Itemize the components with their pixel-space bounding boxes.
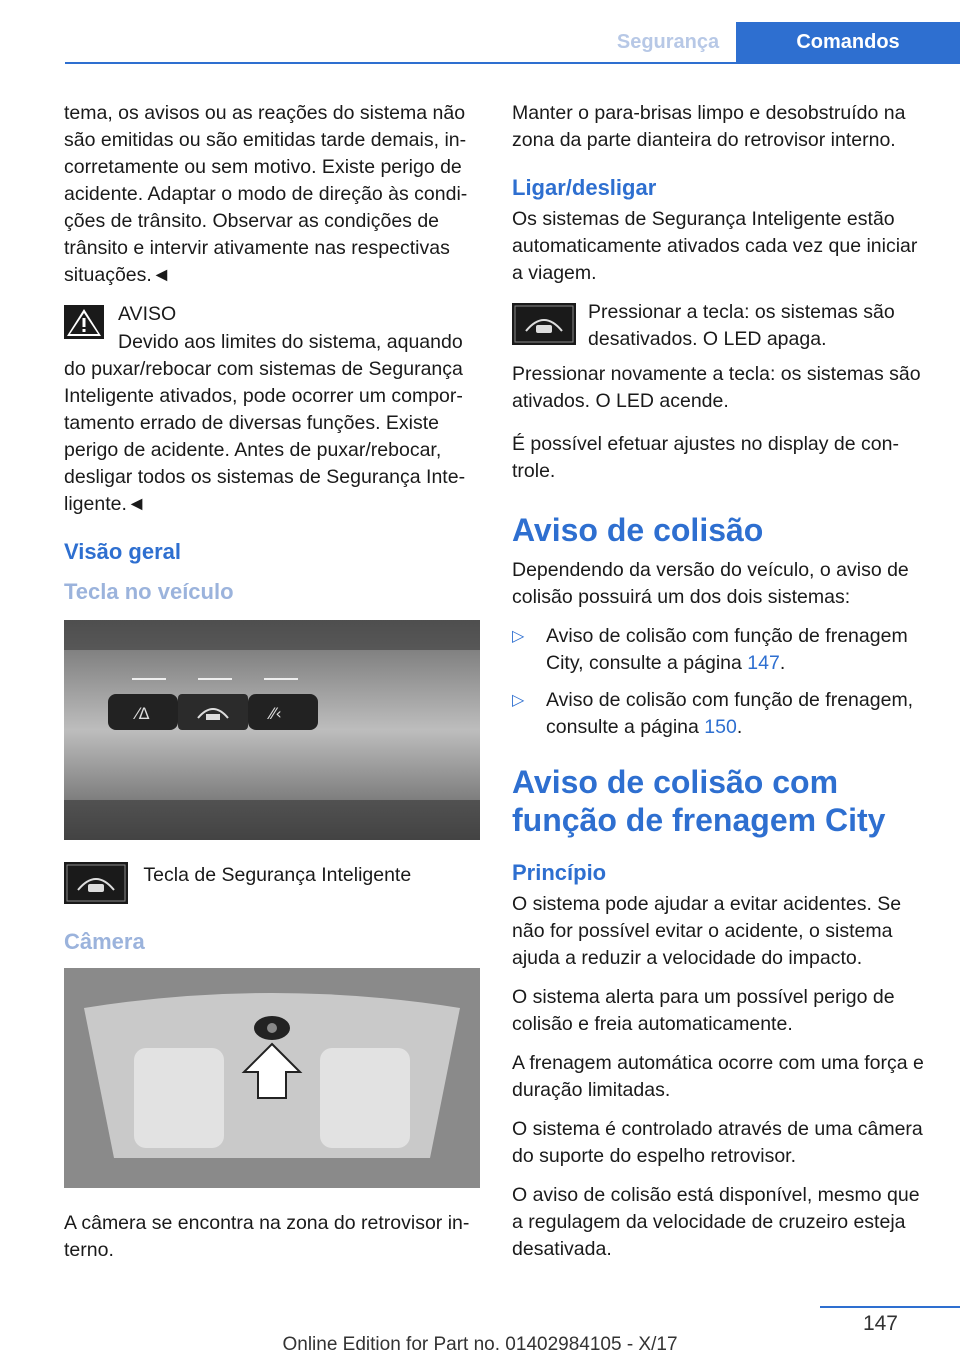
header-rule — [65, 62, 960, 64]
page-number: 147 — [862, 1312, 898, 1335]
version-paragraph: Dependendo da versão do veículo, o aviso de colisão possuirá um dos dois sistemas: — [512, 559, 909, 608]
key-icon-row — [64, 862, 482, 906]
warning-triangle-icon — [64, 305, 104, 339]
page-link-150[interactable]: 150 — [704, 716, 737, 738]
right-column — [512, 100, 932, 1275]
list-item: ▷ Aviso de colisão com função de frenagem City, consulte a página 147. — [512, 625, 908, 674]
svg-text:⁄Δ: ⁄Δ — [136, 704, 150, 723]
heading-overview: Visão geral — [64, 539, 181, 564]
intro-paragraph: tema, os avisos ou as reações do sistema não são emitidas ou são emitidas tarde demais, incorretamente ou sem motivo. Existe perigo de acidente. Adaptar o modo de direção às condições de trânsito. Observar as condições de trânsito e intervir ativamente nas respectivas situações.◄ — [64, 102, 468, 286]
press-key-row — [512, 299, 932, 353]
header-section-tab[interactable]: Segurança — [616, 31, 720, 53]
key-caption: Tecla de Segurança Inteligente — [143, 864, 412, 886]
heading-collision-warning: Aviso de colisão — [512, 512, 764, 548]
systems-list — [512, 623, 932, 741]
heading-camera: Câmera — [64, 929, 145, 954]
bullet-triangle-icon: ▷ — [512, 692, 525, 709]
warning-title: AVISO — [118, 303, 177, 325]
display-settings-paragraph: É possível efetuar ajustes no display de controle. — [512, 433, 899, 482]
heading-on-off: Ligar/desligar — [512, 175, 657, 200]
photo-console-buttons — [64, 620, 480, 840]
intelligent-safety-key-icon — [64, 862, 128, 904]
help-paragraph: O sistema pode ajudar a evitar acidentes. Se não for possível evitar o acidente, o sistema ajuda a reduzir a velocidade do impacto. — [512, 893, 902, 969]
heading-principle: Princípio — [512, 860, 607, 885]
list-item: ▷ Aviso de colisão com função de frenagem, consulte a página 150. — [512, 689, 914, 738]
footer-rule — [820, 1306, 960, 1308]
windshield-paragraph: Manter o para-brisas limpo e desobstruído na zona da parte dianteira do retrovisor interno. — [512, 102, 906, 151]
availability-paragraph: O aviso de colisão está disponível, mesmo que a regulagem da velocidade de cruzeiro esteja desativada. — [512, 1184, 920, 1260]
braking-paragraph: A frenagem automática ocorre com uma força e duração limitadas. — [512, 1052, 924, 1101]
press-key-text: Pressionar a tecla: os sistemas são desativados. O LED apaga. — [588, 301, 895, 350]
header-chapter-tab[interactable]: Comandos — [736, 22, 960, 62]
camera-caption: A câmera se encontra na zona do retrovisor interno. — [64, 1212, 470, 1261]
camera-control-paragraph: O sistema é controlado através de uma câmera do suporte do espelho retrovisor. — [512, 1118, 923, 1167]
bullet-triangle-icon: ▷ — [512, 628, 525, 645]
page-link-147[interactable]: 147 — [747, 652, 780, 674]
photo-camera-windshield — [64, 968, 480, 1188]
warning-text: Devido aos limites do sistema, aquando do puxar/rebocar com sistemas de Segurança Inteligente ativados, pode ocorrer um comportamento errado de diversas funções. Existe perigo de acidente. Antes de puxar/rebocar, desligar todos os sistemas de Segurança Inteligente.◄ — [64, 331, 466, 515]
alert-paragraph: O sistema alerta para um possível perigo de colisão e freia automaticamente. — [512, 986, 895, 1035]
heading-city-braking: Aviso de colisão com função de frenagem City — [512, 764, 886, 838]
left-column — [64, 100, 482, 1276]
press-again-paragraph: Pressionar novamente a tecla: os sistemas são ativados. O LED acende. — [512, 363, 921, 412]
svg-text:⁄⁄‹: ⁄⁄‹ — [270, 704, 282, 723]
heading-key-in-vehicle: Tecla no veículo — [64, 579, 234, 604]
warning-block — [64, 301, 482, 351]
auto-activation-paragraph: Os sistemas de Segurança Inteligente estão automaticamente ativados cada vez que iniciar a viagem. — [512, 208, 918, 284]
edition-footer: Online Edition for Part no. 01402984105 - X/17 — [282, 1334, 678, 1355]
intelligent-safety-key-icon — [512, 303, 576, 345]
